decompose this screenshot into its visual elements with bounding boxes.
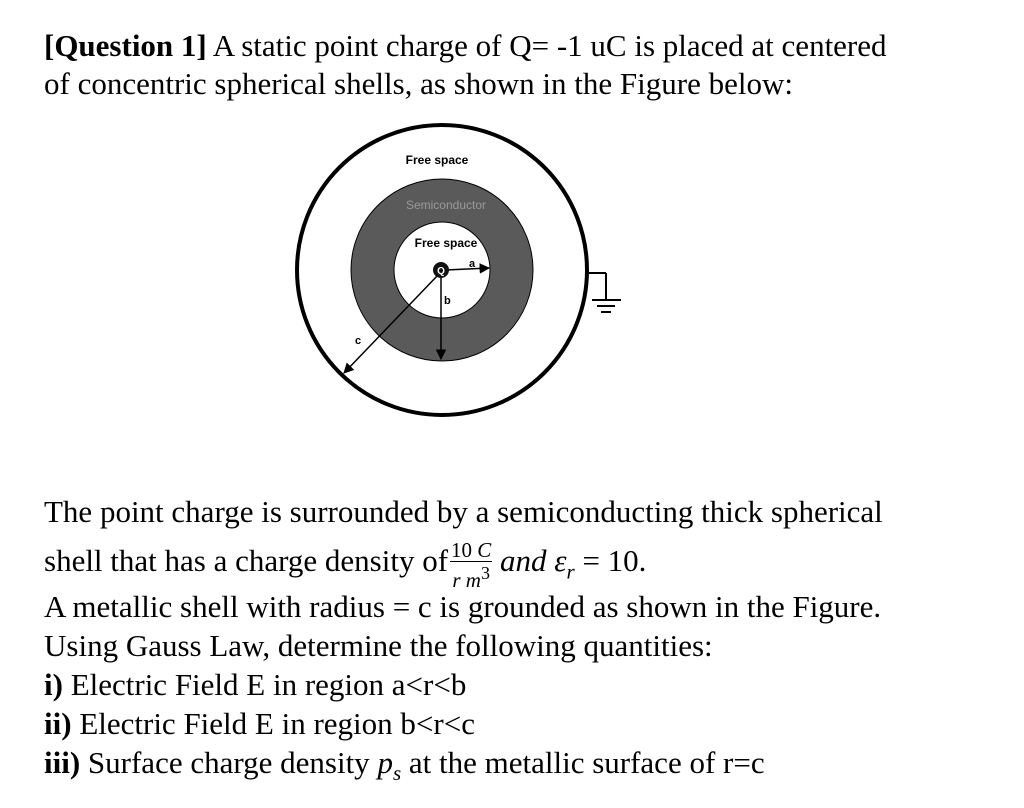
charge-label: Q xyxy=(437,266,445,277)
semiconductor-label: Semiconductor xyxy=(405,198,487,212)
surface-charge-subscript: s xyxy=(392,761,402,786)
radius-b-label: b xyxy=(444,295,451,307)
and-text: and xyxy=(500,543,547,579)
epsilon-symbol: ε xyxy=(554,543,567,579)
body-line-1: The point charge is surrounded by a semiconducting thick spherical xyxy=(44,494,883,529)
item-ii-text: Electric Field E in region b<r<c xyxy=(79,706,475,741)
item-i-text: Electric Field E in region a<r<b xyxy=(70,667,467,702)
inner-free-space-label: Free space xyxy=(414,236,478,250)
item-iii-marker: iii) xyxy=(44,745,81,780)
epsilon-subscript: r xyxy=(566,559,575,584)
radius-c-label: c xyxy=(355,335,362,347)
density-numerator-value: 10 xyxy=(451,538,473,562)
item-i-marker: i) xyxy=(44,667,63,702)
question-intro-1: A static point charge of Q= -1 uC is placed at centered xyxy=(212,28,887,63)
item-iii-text-before: Surface charge density xyxy=(87,745,370,780)
body-line-2-prefix: shell that has a charge density of xyxy=(44,543,449,579)
radius-a-label: a xyxy=(469,258,476,270)
body-line-2 xyxy=(44,538,646,590)
ground-icon xyxy=(587,273,621,312)
question-number: [Question 1] xyxy=(44,28,207,63)
epsilon-value: = 10. xyxy=(582,543,647,579)
question-intro-2: of concentric spherical shells, as shown in the Figure below: xyxy=(44,66,793,101)
item-iii-text-after: at the metallic surface of r=c xyxy=(408,745,765,780)
density-denominator-var: r xyxy=(452,568,461,592)
item-ii-marker: ii) xyxy=(44,706,72,741)
item-ii xyxy=(44,705,475,743)
surface-charge-symbol: p xyxy=(377,745,393,780)
density-numerator-unit: C xyxy=(477,538,492,562)
charge-density-fraction xyxy=(450,539,492,591)
body-line-4: Using Gauss Law, determine the following quantities: xyxy=(44,628,713,663)
outer-free-space-label: Free space xyxy=(405,153,469,167)
body-line-3: A metallic shell with radius = c is grounded as shown in the Figure. xyxy=(44,589,882,624)
item-i xyxy=(44,666,466,704)
density-denominator-exponent: 3 xyxy=(480,563,490,583)
density-denominator-unit: m xyxy=(465,568,481,592)
item-iii xyxy=(44,744,765,792)
